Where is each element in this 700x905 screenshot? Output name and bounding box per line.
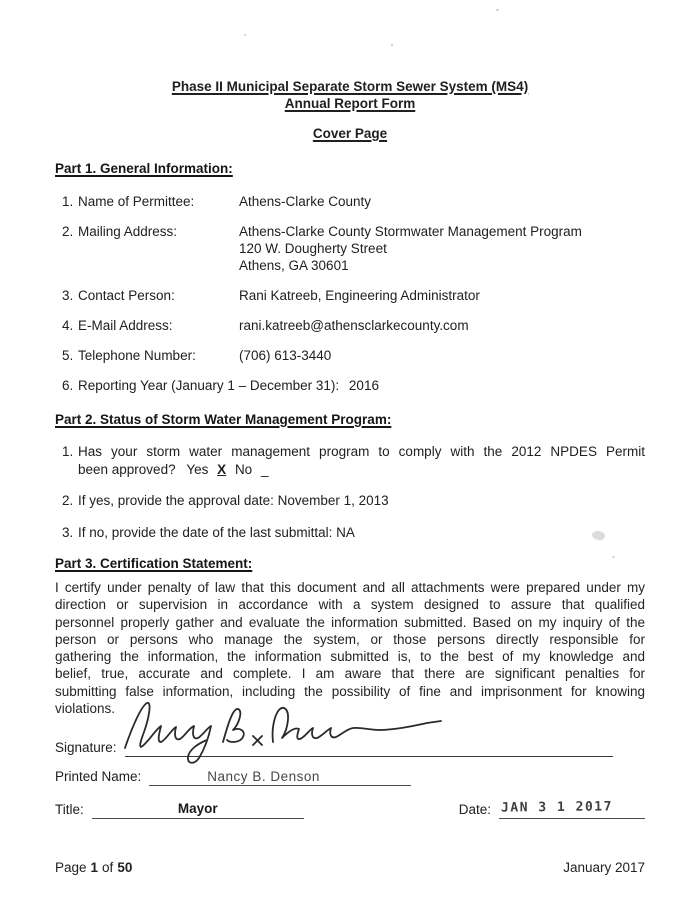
field-mailing-address [55, 223, 645, 274]
title-label: Title: [55, 802, 84, 818]
field-label: Mailing Address: [78, 224, 178, 239]
part2-heading: Part 2. Status of Storm Water Management Program: [55, 412, 392, 427]
no-label: No [234, 461, 253, 477]
field-value: Athens-Clarke County [239, 194, 372, 209]
address-line: 120 W. Dougherty Street [239, 241, 387, 256]
part3-heading: Part 3. Certification Statement: [55, 556, 253, 571]
certification-paragraph: I certify under penalty of law that this document and all attachments were prepared under my direction or supervision in accordance with a system designed to assure that qualified personnel properly gather and evaluate the information submitted. Based on my inquiry of the person or persons who manage the system, or those persons directly responsible for gathering the information, the information submitted is, to the best of my knowledge and belief, true, accurate and complete. I am aware that there are significant penalties for submitting false information, including the possibility of fine and imprisonment for knowing violations. [55, 580, 645, 717]
signature-label: Signature: [55, 740, 117, 756]
scan-artifact [244, 34, 246, 36]
item-number: 1. [62, 444, 74, 459]
signature-line [125, 732, 613, 757]
question-program-approved [55, 443, 645, 478]
signature-row [55, 732, 645, 757]
footer-date: January 2017 [563, 860, 645, 875]
question-last-submittal [55, 524, 645, 542]
item-number: 1. [62, 194, 74, 209]
yes-checkmark: X [217, 461, 227, 477]
field-value [239, 223, 645, 274]
question-approval-date [55, 492, 645, 510]
page-footer [55, 860, 645, 875]
field-email-address [55, 317, 645, 334]
field-telephone-number [55, 347, 645, 364]
field-name-of-permittee [55, 193, 645, 210]
field-label: Contact Person: [78, 288, 175, 303]
title-value: Mayor [177, 801, 218, 817]
address-line: Athens-Clarke County Stormwater Management Program [239, 224, 582, 239]
document-title [55, 78, 645, 112]
field-label: Reporting Year (January 1 – December 31): [78, 378, 340, 393]
document-title-line1: Phase II Municipal Separate Storm Sewer System (MS4) [171, 79, 529, 94]
field-label: E-Mail Address: [78, 318, 173, 333]
date-group [459, 799, 645, 819]
printed-name-label: Printed Name: [55, 769, 142, 785]
field-label: Name of Permittee: [78, 194, 195, 209]
date-line [499, 799, 645, 819]
question-text: been approved? [78, 461, 176, 477]
no-blank: _ [260, 461, 269, 477]
field-contact-person [55, 287, 645, 304]
printed-name-line [149, 766, 411, 786]
title-line [92, 799, 304, 819]
question-text-line2 [78, 461, 645, 479]
address-line: Athens, GA 30601 [239, 258, 349, 273]
title-date-row [55, 799, 645, 819]
page-number: Page 1 of 50 [55, 860, 133, 875]
item-number: 2. [62, 493, 74, 508]
field-value: rani.katreeb@athensclarkecounty.com [239, 318, 469, 333]
item-number: 3. [62, 524, 74, 540]
item-number: 3. [62, 288, 74, 303]
date-stamp: JAN 3 1 2017 [500, 799, 613, 816]
item-number: 2. [62, 224, 74, 239]
field-value: (706) 613-3440 [239, 348, 332, 363]
item-number: 6. [62, 378, 74, 393]
question-text: If no, provide the date of the last submittal: NA [78, 524, 355, 540]
question-text-line1: Has your storm water management program to comply with the 2012 NPDES Permit [78, 444, 645, 459]
cover-page-title: Cover Page [312, 126, 388, 141]
document-title-line2: Annual Report Form [284, 96, 416, 111]
handwritten-signature [119, 694, 449, 770]
printed-name-value: Nancy B. Denson [207, 769, 320, 785]
item-number: 5. [62, 348, 74, 363]
scan-artifact [496, 9, 499, 11]
part1-heading: Part 1. General Information: [55, 161, 233, 176]
scan-artifact [391, 44, 393, 46]
field-value: 2016 [348, 378, 379, 393]
scan-artifact [612, 556, 615, 558]
yes-label: Yes [186, 461, 209, 477]
field-reporting-year [55, 377, 645, 394]
date-label: Date: [458, 802, 491, 818]
item-number: 4. [62, 318, 74, 333]
field-value: Rani Katreeb, Engineering Administrator [239, 288, 480, 303]
title-group [55, 799, 304, 819]
field-label: Telephone Number: [78, 348, 196, 363]
question-text: If yes, provide the approval date: November 1, 2013 [78, 493, 389, 508]
